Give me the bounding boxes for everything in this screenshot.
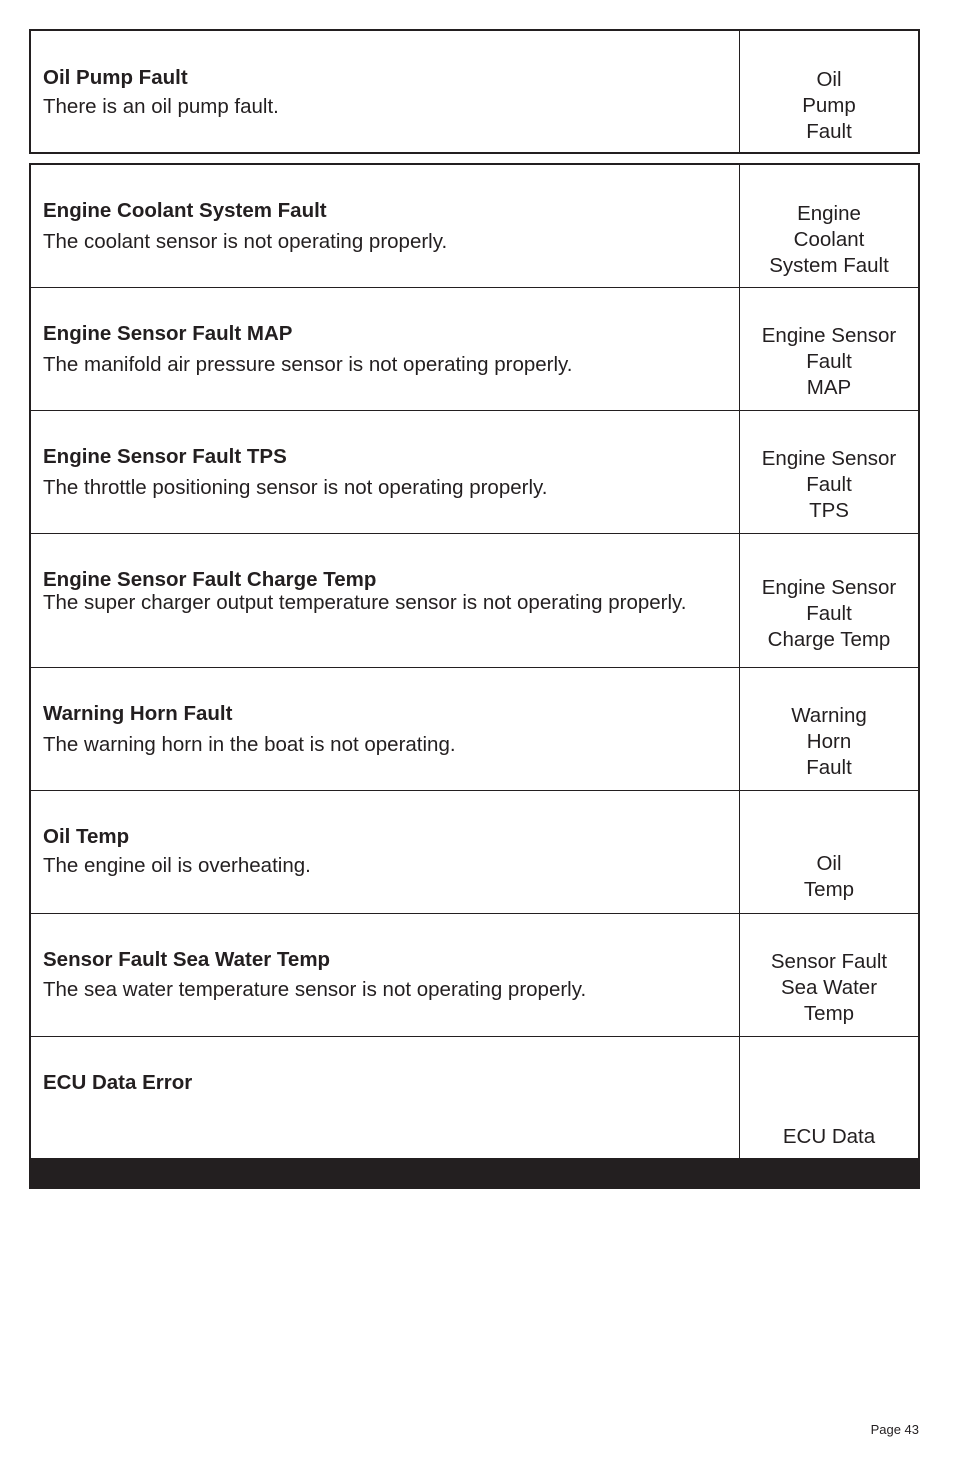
table-row — [31, 914, 918, 1037]
fault-display-cell — [740, 411, 918, 533]
display-line: MAP — [806, 376, 852, 399]
table-row — [31, 1037, 918, 1160]
display-line: Sensor Fault — [770, 950, 888, 973]
fault-title: Oil Temp — [43, 825, 130, 848]
display-line: Sea Water — [780, 976, 878, 999]
fault-display-cell — [740, 31, 918, 152]
display-line: Temp — [803, 1002, 855, 1025]
display-line: Oil — [816, 852, 842, 875]
fault-title: Engine Sensor Fault Charge Temp — [43, 568, 377, 591]
fault-display-cell — [740, 914, 918, 1036]
table-footer-bar — [29, 1158, 920, 1189]
display-line: Engine Sensor — [761, 447, 897, 470]
display-line: System Fault — [769, 254, 889, 277]
display-line: Pump — [802, 94, 856, 117]
fault-description-cell — [31, 1037, 740, 1160]
table-row — [31, 791, 918, 914]
table-row — [31, 668, 918, 791]
fault-title: Engine Coolant System Fault — [43, 199, 327, 222]
fault-title: Engine Sensor Fault MAP — [43, 322, 293, 345]
fault-description-cell — [31, 31, 740, 152]
fault-description-cell — [31, 534, 740, 667]
table-row — [31, 411, 918, 534]
fault-display-cell — [740, 668, 918, 790]
fault-title: Engine Sensor Fault TPS — [43, 445, 287, 468]
fault-display-cell — [740, 288, 918, 410]
fault-title: Oil Pump Fault — [43, 66, 188, 89]
display-line: Fault — [806, 350, 852, 373]
fault-description-cell — [31, 288, 740, 410]
table-row — [31, 288, 918, 411]
display-line: Warning — [791, 704, 867, 727]
fault-description: The throttle positioning sensor is not operating properly. — [43, 476, 548, 499]
display-line: Fault — [806, 602, 852, 625]
fault-description-cell — [31, 411, 740, 533]
fault-title: Sensor Fault Sea Water Temp — [43, 948, 331, 971]
fault-description: There is an oil pump fault. — [43, 95, 279, 118]
fault-description-cell — [31, 791, 740, 913]
display-line: Fault — [806, 120, 852, 143]
table-row — [31, 165, 918, 288]
display-line: Coolant — [793, 228, 865, 251]
fault-description: The warning horn in the boat is not operating. — [43, 733, 456, 756]
display-line: ECU Data — [782, 1125, 876, 1148]
display-line: Engine Sensor — [761, 576, 897, 599]
fault-title: ECU Data Error — [43, 1071, 193, 1094]
page-number: Page 43 — [870, 1422, 919, 1437]
display-line: Oil — [816, 68, 842, 91]
fault-description: The engine oil is overheating. — [43, 854, 311, 877]
fault-description: The manifold air pressure sensor is not operating properly. — [43, 353, 573, 376]
display-line: Temp — [803, 878, 855, 901]
fault-display-cell — [740, 165, 918, 287]
display-line: TPS — [809, 499, 849, 522]
display-line: Fault — [806, 756, 852, 779]
fault-table-1 — [29, 29, 920, 154]
fault-description: The super charger output temperature sensor is not operating properly. — [43, 591, 687, 614]
table-row — [31, 31, 918, 152]
fault-display-cell — [740, 534, 918, 667]
display-line: Engine Sensor — [761, 324, 897, 347]
display-line: Engine — [797, 202, 861, 225]
display-line: Fault — [806, 473, 852, 496]
fault-description-cell — [31, 165, 740, 287]
fault-description-cell — [31, 914, 740, 1036]
fault-display-cell — [740, 791, 918, 913]
display-line: Charge Temp — [767, 628, 891, 651]
fault-description-cell — [31, 668, 740, 790]
fault-display-cell — [740, 1037, 918, 1160]
fault-title: Warning Horn Fault — [43, 702, 233, 725]
table-row — [31, 534, 918, 668]
fault-table-2 — [29, 163, 920, 1158]
fault-description: The sea water temperature sensor is not operating properly. — [43, 978, 587, 1001]
display-line: Horn — [806, 730, 852, 753]
fault-description: The coolant sensor is not operating properly. — [43, 230, 448, 253]
